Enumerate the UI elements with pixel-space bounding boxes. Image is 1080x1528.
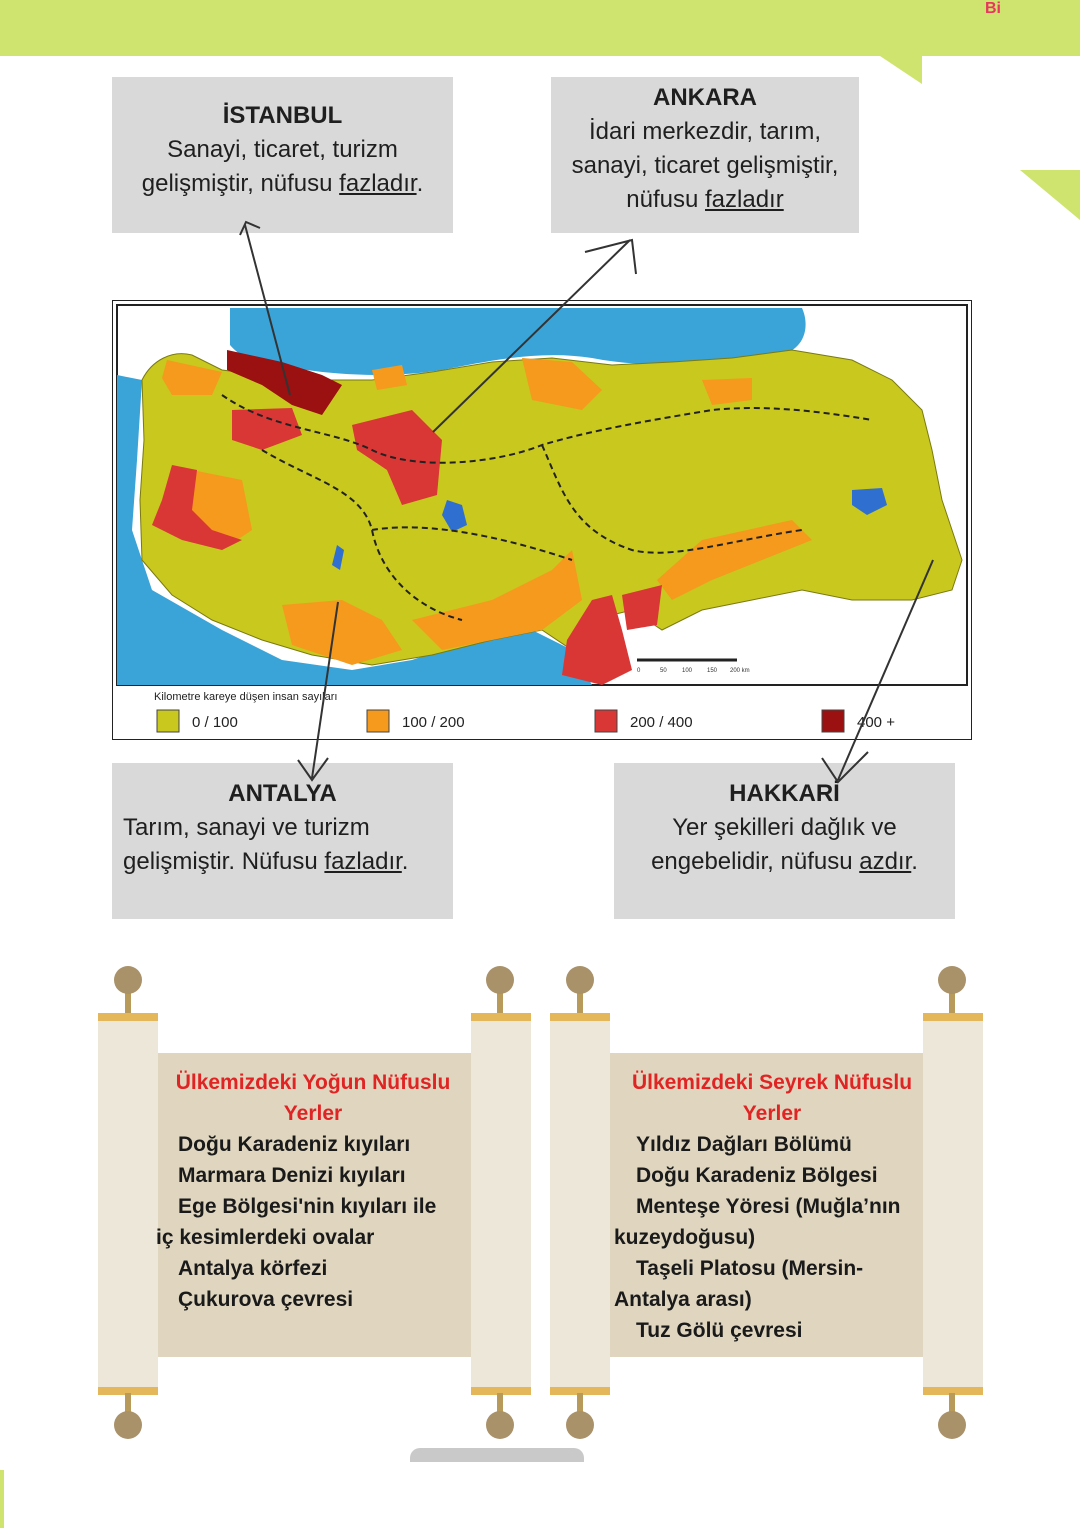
card-ankara-title: ANKARA xyxy=(653,84,757,111)
card-antalya-emph: fazladır xyxy=(324,848,402,875)
card-istanbul-title: İSTANBUL xyxy=(222,102,343,129)
card-antalya-end: . xyxy=(401,848,409,875)
scale-label-50: 50 xyxy=(660,668,667,674)
legend-label-2: 200 / 400 xyxy=(630,714,693,731)
card-ankara-line2: sanayi, ticaret gelişmiştir, xyxy=(571,152,839,179)
scroll-sparse-item-1: Doğu Karadeniz Bölgesi xyxy=(636,1164,878,1187)
legend-label-1: 100 / 200 xyxy=(402,714,465,731)
page-scroll-indicator[interactable] xyxy=(410,1448,584,1462)
card-ankara-line3: nüfusu xyxy=(626,186,706,213)
card-hakkari-line1: Yer şekilleri dağlık ve xyxy=(672,814,897,841)
scroll-sparse-text xyxy=(614,1067,930,1346)
legend-label-0: 0 / 100 xyxy=(192,714,238,731)
arrow-hakkari xyxy=(822,560,933,782)
scale-label-0: 0 xyxy=(637,668,641,674)
card-istanbul-line2: gelişmiştir, nüfusu xyxy=(141,170,340,197)
scroll-dense-item-4: Antalya körfezi xyxy=(178,1257,328,1280)
scroll-sparse-item-3: kuzeydoğusu) xyxy=(614,1226,756,1249)
card-antalya-title: ANTALYA xyxy=(228,780,337,807)
card-istanbul-emph: fazladır xyxy=(339,170,417,197)
card-antalya-line2: gelişmiştir. Nüfusu xyxy=(123,848,325,875)
scroll-dense-item-0: Doğu Karadeniz kıyıları xyxy=(178,1133,411,1156)
scroll-dense-heading: Ülkemizdeki Yoğun Nüfuslu Yerler xyxy=(175,1071,451,1125)
card-ankara-emph: fazladır xyxy=(705,186,784,213)
scale-label-100: 100 xyxy=(682,668,693,674)
scroll-dense-item-3: iç kesimlerdeki ovalar xyxy=(156,1226,375,1249)
scale-label-150: 150 xyxy=(707,668,718,674)
scroll-dense-item-2: Ege Bölgesi'nin kıyıları ile xyxy=(178,1195,437,1218)
arrow-ankara xyxy=(433,240,636,432)
scroll-sparse-item-5: Antalya arası) xyxy=(614,1288,752,1311)
card-hakkari-title: HAKKARİ xyxy=(729,780,840,807)
arrow-istanbul xyxy=(240,222,290,395)
scroll-dense-item-5: Çukurova çevresi xyxy=(178,1288,354,1311)
card-istanbul-line1: Sanayi, ticaret, turizm xyxy=(167,136,398,163)
scroll-sparse-item-6: Tuz Gölü çevresi xyxy=(636,1319,803,1342)
scroll-sparse-item-2: Menteşe Yöresi (Muğla’nın xyxy=(636,1195,901,1218)
card-antalya-line1: Tarım, sanayi ve turizm xyxy=(123,814,370,841)
scroll-dense-item-1: Marmara Denizi kıyıları xyxy=(178,1164,406,1187)
scroll-sparse-heading: Ülkemizdeki Seyrek Nüfuslu Yerler xyxy=(631,1071,913,1125)
legend-title: Kilometre kareye düşen insan sayıları xyxy=(154,691,338,703)
card-ankara-line1: İdari merkezdir, tarım, xyxy=(588,118,822,145)
scroll-sparse-item-0: Yıldız Dağları Bölümü xyxy=(636,1133,852,1156)
card-hakkari-line2: engebelidir, nüfusu xyxy=(651,848,860,875)
scale-label-200: 200 km xyxy=(730,668,750,674)
card-istanbul-end: . xyxy=(416,170,424,197)
scroll-dense-text xyxy=(156,1067,470,1315)
corner-mark: Bi xyxy=(985,0,1001,17)
card-hakkari-emph: azdır xyxy=(859,848,912,875)
left-accent-line xyxy=(0,1470,4,1528)
card-hakkari-end: . xyxy=(911,848,918,875)
scroll-sparse-item-4: Taşeli Platosu (Mersin- xyxy=(636,1257,864,1280)
legend-label-3: 400 + xyxy=(857,714,895,731)
arrow-antalya xyxy=(298,602,338,780)
